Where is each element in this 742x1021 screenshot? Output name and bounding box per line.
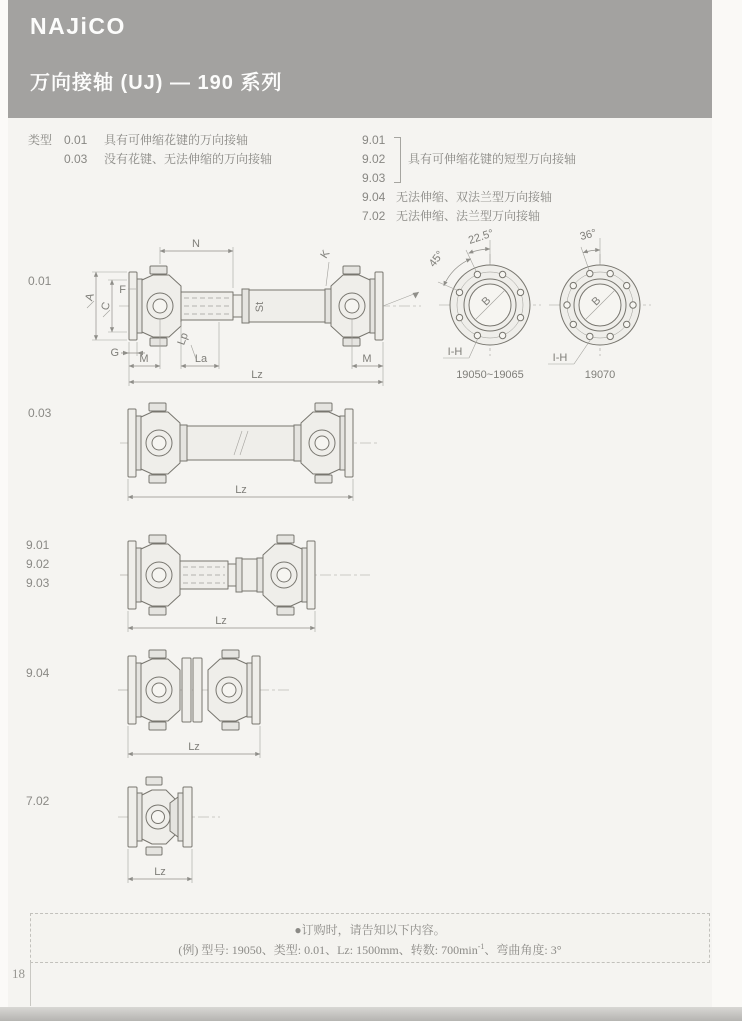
page-number-rule (30, 962, 31, 1006)
left-flange (128, 777, 176, 855)
dim-label-lp: Lp (175, 331, 191, 347)
legend-code: 9.02 (362, 152, 386, 166)
dim-label-n: N (192, 238, 200, 250)
legend-row-702 (362, 207, 552, 226)
order-note-line2 (31, 941, 709, 958)
legend-desc: 无法伸缩、法兰型万向接轴 (396, 209, 541, 223)
hole-callout-ih: I-H (552, 352, 568, 364)
dim-label-c: C (99, 300, 113, 312)
left-margin-strip (0, 0, 8, 1021)
legend-code: 0.01 (64, 133, 88, 147)
dim-label-k: K (318, 248, 333, 261)
angle-label-45: 45° (426, 248, 447, 270)
dim-label-lz: Lz (215, 615, 227, 627)
order-note-line2-suffix: 、弯曲角度: 3° (484, 943, 562, 957)
header-band (8, 0, 712, 118)
drawing-904-uj-double-flange (90, 645, 410, 763)
bore-label-b: B (479, 294, 494, 309)
dim-label-f: F (119, 284, 126, 296)
drawing-702-uj-flange-type (90, 775, 290, 887)
legend-desc: 具有可伸缩花键的万向接轴 (104, 133, 249, 147)
dim-label-la: La (194, 353, 208, 365)
legend-row-003 (28, 150, 272, 169)
tube (180, 425, 301, 461)
right-flange-yoke (263, 535, 315, 615)
legend-row-001 (28, 131, 272, 150)
dim-label-st: St (254, 301, 266, 313)
drawing-001-uj-shaft-splined (83, 228, 423, 394)
drawing-code-904: 9.04 (26, 666, 50, 680)
angle-label-36: 36° (578, 227, 598, 244)
legend-code: 0.03 (64, 152, 88, 166)
drawing-code-902: 9.02 (26, 557, 50, 571)
legend-desc: 没有花键、无法伸缩的万向接轴 (104, 152, 273, 166)
dim-label-lz: Lz (154, 866, 166, 878)
order-note-superscript: -1 (477, 942, 485, 951)
legend-row-903 (362, 169, 552, 188)
drawing-code-702: 7.02 (26, 794, 50, 808)
drawing-code-901: 9.01 (26, 538, 50, 552)
legend-desc: 无法伸缩、双法兰型万向接轴 (396, 190, 553, 204)
left-flange-yoke (128, 650, 180, 730)
legend-code: 9.04 (362, 190, 386, 204)
left-flange-yoke (128, 403, 180, 483)
order-note-box (30, 913, 710, 963)
right-flange-yoke (208, 650, 260, 730)
drawing-code-903: 9.03 (26, 576, 50, 590)
legend-bracket (394, 137, 401, 183)
type-legend-right (362, 131, 577, 226)
legend-code: 9.03 (362, 171, 386, 185)
drawing-code-001: 0.01 (28, 274, 52, 288)
dimensions (128, 726, 260, 758)
angle-label-22-5: 22.5° (466, 227, 496, 247)
dim-label-lz: Lz (235, 484, 247, 496)
flange-caption-19070: 19070 (584, 369, 616, 381)
right-flange-yoke (301, 403, 353, 483)
dim-label-m-left: M (139, 353, 149, 365)
legend-type-label: 类型 (28, 133, 53, 147)
dim-label-g: G (110, 347, 119, 359)
flange-view-19070 (548, 227, 651, 381)
hole-callout-ih: I-H (447, 346, 463, 358)
dim-label-a: A (83, 292, 97, 303)
brand-logo: NAJiCO (30, 13, 126, 39)
drawing-003-uj-shaft-fixed (90, 395, 410, 507)
flange-view-19050-19065 (427, 227, 541, 381)
drawing-code-003: 0.03 (28, 406, 52, 420)
legend-row-901 (362, 131, 552, 150)
left-flange-yoke (128, 535, 180, 615)
legend-row-904 (362, 188, 552, 207)
type-legend-left (28, 131, 272, 169)
bore-label-b: B (589, 294, 604, 309)
legend-desc-90x: 具有可伸缩花键的短型万向接轴 (408, 152, 577, 166)
spline-and-tube (180, 558, 263, 592)
dim-label-m-right: M (362, 353, 372, 365)
order-note-line2-text: (例) 型号: 19050、类型: 0.01、Lz: 1500mm、转数: 700min (178, 943, 478, 957)
right-flange (170, 787, 192, 847)
legend-code: 9.01 (362, 133, 386, 147)
flange-end-views (425, 225, 720, 387)
page-title: 万向接轴 (UJ) — 190 系列 (30, 72, 283, 94)
flange-caption-19050: 19050~19065 (456, 369, 524, 381)
right-flange-yoke (331, 266, 383, 346)
left-flange-yoke (129, 266, 181, 346)
right-margin-strip (712, 0, 742, 1021)
dim-label-lz: Lz (188, 741, 200, 753)
bend-angle-mark (383, 292, 419, 306)
bottom-edge-bar (0, 1007, 742, 1021)
page-number: 18 (12, 966, 25, 981)
order-note-line1: ●订购时，请告知以下内容。 (294, 923, 446, 937)
dim-label-lz: Lz (251, 369, 263, 381)
drawing-90x-uj-shaft-short (90, 520, 410, 638)
legend-code: 7.02 (362, 209, 386, 223)
